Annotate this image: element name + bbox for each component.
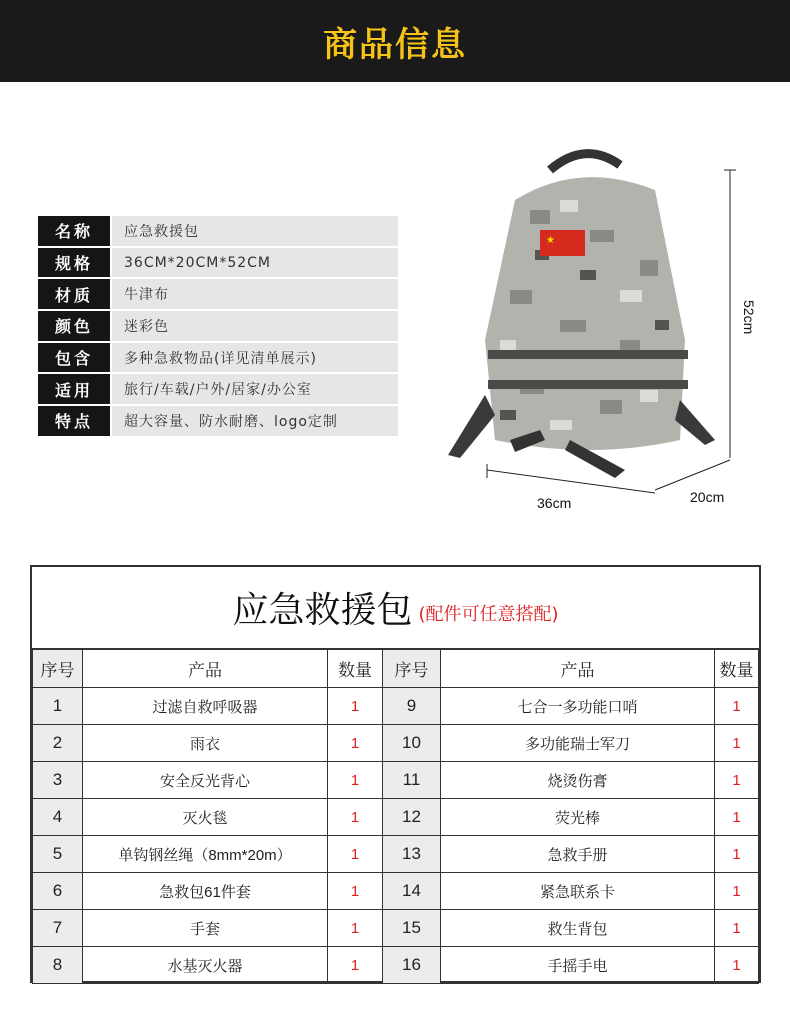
item-index: 2 xyxy=(33,725,83,762)
item-qty: 1 xyxy=(328,725,383,762)
table-row xyxy=(33,836,759,873)
item-index: 4 xyxy=(33,799,83,836)
item-qty: 1 xyxy=(715,873,759,910)
item-name: 手套 xyxy=(83,910,328,947)
spec-label: 包含 xyxy=(38,343,112,373)
item-qty: 1 xyxy=(715,836,759,873)
item-qty: 1 xyxy=(328,688,383,725)
spec-label: 规格 xyxy=(38,248,112,278)
item-qty: 1 xyxy=(715,762,759,799)
table-row xyxy=(33,873,759,910)
product-list xyxy=(30,565,761,983)
item-qty: 1 xyxy=(328,873,383,910)
item-name: 安全反光背心 xyxy=(83,762,328,799)
header-index: 序号 xyxy=(33,650,83,688)
item-index: 3 xyxy=(33,762,83,799)
item-name: 雨衣 xyxy=(83,725,328,762)
height-label: 52cm xyxy=(741,300,757,335)
spec-value: 超大容量、防水耐磨、logo定制 xyxy=(112,406,398,436)
item-name: 水基灭火器 xyxy=(83,947,328,984)
spec-value: 应急救援包 xyxy=(112,216,398,246)
spec-label: 颜色 xyxy=(38,311,112,341)
spec-label: 特点 xyxy=(38,406,112,436)
item-name: 急救包61件套 xyxy=(83,873,328,910)
spec-label: 适用 xyxy=(38,374,112,404)
item-name: 多功能瑞士军刀 xyxy=(441,725,715,762)
item-index: 6 xyxy=(33,873,83,910)
item-name: 急救手册 xyxy=(441,836,715,873)
header-index: 序号 xyxy=(383,650,441,688)
table-header xyxy=(33,650,759,688)
item-name: 紧急联系卡 xyxy=(441,873,715,910)
item-name: 烧烫伤膏 xyxy=(441,762,715,799)
item-name: 灭火毯 xyxy=(83,799,328,836)
item-index: 7 xyxy=(33,910,83,947)
width-label: 36cm xyxy=(537,495,572,511)
table-row xyxy=(33,947,759,984)
item-index: 13 xyxy=(383,836,441,873)
item-qty: 1 xyxy=(328,836,383,873)
spec-value: 迷彩色 xyxy=(112,311,398,341)
item-qty: 1 xyxy=(715,725,759,762)
header-product: 产品 xyxy=(83,650,328,688)
item-index: 16 xyxy=(383,947,441,984)
item-name: 救生背包 xyxy=(441,910,715,947)
item-name: 单钩钢丝绳（8mm*20m） xyxy=(83,836,328,873)
item-qty: 1 xyxy=(715,688,759,725)
table-row xyxy=(33,799,759,836)
table-row xyxy=(33,688,759,725)
header-qty: 数量 xyxy=(715,650,759,688)
item-index: 15 xyxy=(383,910,441,947)
item-qty: 1 xyxy=(715,799,759,836)
item-index: 9 xyxy=(383,688,441,725)
svg-text:★: ★ xyxy=(546,235,555,246)
spec-value: 36CM*20CM*52CM xyxy=(112,248,398,278)
item-index: 12 xyxy=(383,799,441,836)
table-row xyxy=(33,762,759,799)
list-subtitle: (配件可任意搭配) xyxy=(418,603,559,625)
table-row xyxy=(33,725,759,762)
spec-value: 多种急救物品(详见清单展示) xyxy=(112,343,398,373)
table-row xyxy=(33,910,759,947)
spec-label: 材质 xyxy=(38,279,112,309)
spec-value: 旅行/车载/户外/居家/办公室 xyxy=(112,374,398,404)
item-name: 手摇手电 xyxy=(441,947,715,984)
item-qty: 1 xyxy=(328,799,383,836)
list-title: 应急救援包 xyxy=(232,590,413,631)
header-qty: 数量 xyxy=(328,650,383,688)
item-qty: 1 xyxy=(715,910,759,947)
header-product: 产品 xyxy=(441,650,715,688)
item-qty: 1 xyxy=(328,947,383,984)
item-index: 10 xyxy=(383,725,441,762)
item-index: 5 xyxy=(33,836,83,873)
item-name: 过滤自救呼吸器 xyxy=(83,688,328,725)
item-name: 七合一多功能口哨 xyxy=(441,688,715,725)
item-name: 荧光棒 xyxy=(441,799,715,836)
item-index: 14 xyxy=(383,873,441,910)
spec-label: 名称 xyxy=(38,216,112,246)
item-qty: 1 xyxy=(715,947,759,984)
item-index: 8 xyxy=(33,947,83,984)
depth-label: 20cm xyxy=(690,489,725,505)
page-title: 商品信息 xyxy=(323,24,467,65)
item-qty: 1 xyxy=(328,762,383,799)
spec-value: 牛津布 xyxy=(112,279,398,309)
item-index: 1 xyxy=(33,688,83,725)
item-index: 11 xyxy=(383,762,441,799)
item-qty: 1 xyxy=(328,910,383,947)
